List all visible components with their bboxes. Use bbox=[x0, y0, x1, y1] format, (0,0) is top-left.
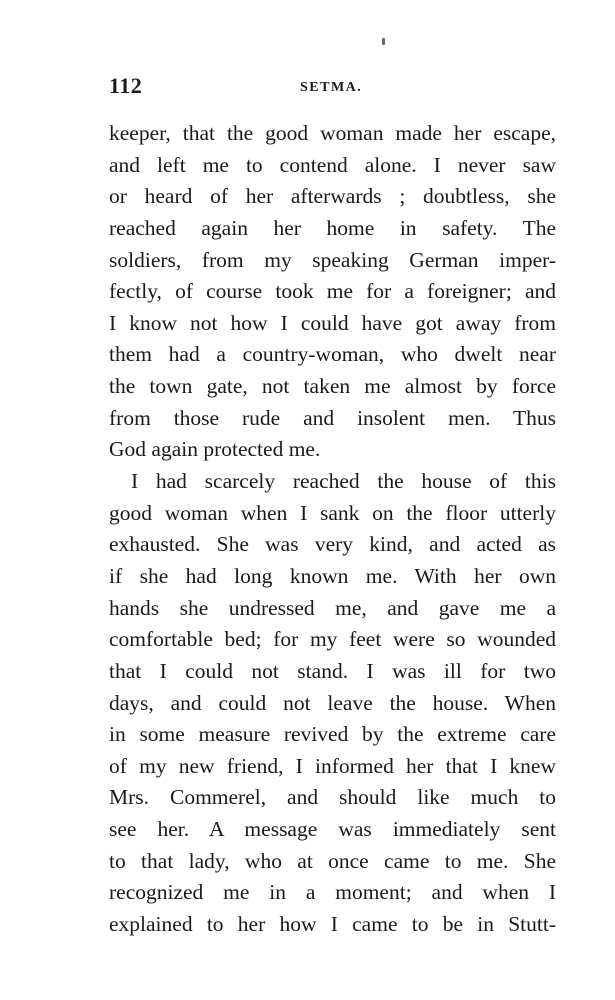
text-line: see her. A message was immediately sent bbox=[109, 817, 556, 842]
paragraph-start-line: I had scarcely reached the house of this bbox=[131, 469, 556, 494]
page-number: 112 bbox=[109, 73, 143, 98]
text-line: fectly, of course took me for a foreigner; and bbox=[109, 279, 556, 304]
text-line: to that lady, who at once came to me. She bbox=[109, 848, 556, 873]
text-line: of my new friend, I informed her that I knew bbox=[109, 753, 556, 778]
text-line: and left me to contend alone. I never saw bbox=[109, 152, 556, 177]
text-line: that I could not stand. I was ill for two bbox=[109, 658, 556, 683]
paragraph-end-line: God again protected me. bbox=[109, 437, 321, 462]
text-line: if she had long known me. With her own bbox=[109, 563, 556, 588]
text-line: explained to her how I came to be in Stutt- bbox=[109, 912, 556, 937]
text-line: soldiers, from my speaking German imper- bbox=[109, 247, 556, 272]
text-line: or heard of her afterwards ; doubtless, she bbox=[109, 184, 556, 209]
ink-speck bbox=[382, 38, 385, 45]
text-line: reached again her home in safety. The bbox=[109, 215, 556, 240]
text-line: from those rude and insolent men. Thus bbox=[109, 405, 556, 430]
text-line: hands she undressed me, and gave me a bbox=[109, 595, 556, 620]
text-line: the town gate, not taken me almost by force bbox=[109, 374, 556, 399]
text-line: them had a country-woman, who dwelt near bbox=[109, 342, 556, 367]
text-line: days, and could not leave the house. When bbox=[109, 690, 556, 715]
text-line: keeper, that the good woman made her escape, bbox=[109, 121, 556, 145]
text-line: Mrs. Commerel, and should like much to bbox=[109, 785, 556, 810]
text-line: I know not how I could have got away from bbox=[109, 310, 556, 335]
running-head: SETMA. bbox=[300, 80, 363, 95]
text-line: comfortable bed; for my feet were so wounded bbox=[109, 627, 556, 652]
text-line: recognized me in a moment; and when I bbox=[109, 880, 556, 905]
text-line: exhausted. She was very kind, and acted as bbox=[109, 532, 556, 557]
text-line: good woman when I sank on the floor utterly bbox=[109, 500, 556, 525]
text-line: in some measure revived by the extreme care bbox=[109, 722, 556, 747]
body-text bbox=[109, 118, 556, 941]
